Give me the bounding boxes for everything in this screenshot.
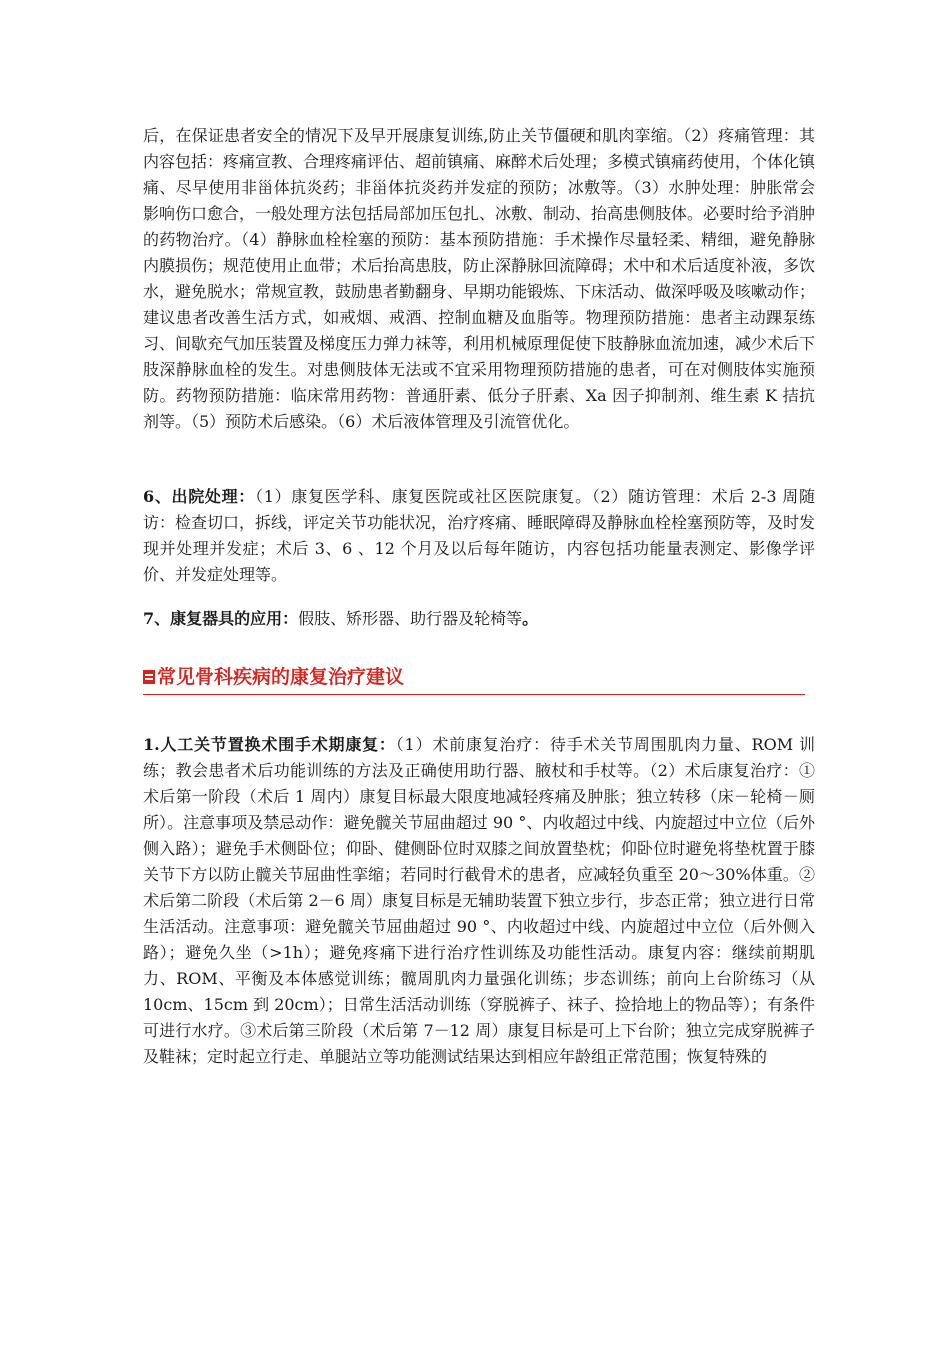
paragraph-perioperative-management (143, 123, 815, 435)
item-end-rehab-devices: 。 (522, 609, 539, 628)
section-heading-text: 常见骨科疾病的康复治疗建议 (157, 666, 405, 688)
item-title-rehab-devices: 7、康复器具的应用： (143, 609, 299, 628)
paragraph-text: 后，在保证患者安全的情况下及早开展康复训练,防止关节僵硬和肌肉挛缩。（2）疼痛管理：其内容包括：疼痛宣教、合理疼痛评估、超前镇痛、麻醉术后处理；多模式镇痛药使用，个体化镇痛、尽早使用非甾体抗炎药；非甾体抗炎药并发症的预防；冰敷等。（3）水肿处理：肿胀常会影响伤口愈合，一般处理方法包括局部加压包扎、冰敷、制动、抬高患侧肢体。必要时给予消肿的药物治疗。（4）静脉血栓栓塞的预防：基本预防措施：手术操作尽量轻柔、精细，避免静脉内膜损伤；规范使用止血带；术后抬高患肢，防止深静脉回流障碍；术中和术后适度补液，多饮水，避免脱水；常规宣教，鼓励患者勤翻身、早期功能锻炼、下床活动、做深呼吸及咳嗽动作；建议患者改善生活方式，如戒烟、戒酒、控制血糖及血脂等。物理预防措施：患者主动踝泵练习、间歇充气加压装置及梯度压力弹力袜等，利用机械原理促使下肢静脉血流加速，减少术后下肢深静脉血栓的发生。对患侧肢体无法或不宜采用物理预防措施的患者，可在对侧肢体实施预防。药物预防措施：临床常用药物：普通肝素、低分子肝素、Xa 因子抑制剂、维生素 K 拮抗剂等。（5）预防术后感染。（6）术后液体管理及引流管优化。 (143, 126, 816, 431)
paragraph-rehab-devices (143, 606, 815, 632)
item-title-joint-replacement: 1.人工关节置换术围手术期康复： (143, 735, 396, 754)
item-title-discharge: 6、出院处理： (143, 487, 256, 506)
paragraph-discharge (143, 484, 815, 588)
list-box-icon (143, 670, 155, 684)
paragraph-joint-replacement (143, 732, 815, 1070)
item-body-discharge: （1）康复医学科、康复医院或社区医院康复。（2）随访管理：术后 2-3 周随访：检查切口，拆线，评定关节功能状况，治疗疼痛、睡眠障碍及静脉血栓栓塞预防等，及时发现并处理并发症；术后 3、6 、12 个月及以后每年随访，内容包括功能量表测定、影像学评价、并发症处理等。 (143, 487, 816, 584)
item-body-joint-replacement: （1）术前康复治疗：待手术关节周围肌肉力量、ROM 训练；教会患者术后功能训练的方法及正确使用助行器、腋杖和手杖等。（2）术后康复治疗：①术后第一阶段（术后 1 周内）康复目标最大限度地减轻疼痛及肿胀；独立转移（床－轮椅－厕所）。注意事项及禁忌动作：避免髋关节屈曲超过 90 °、内收超过中线、内旋超过中立位（后外侧入路）；避免手术侧卧位；仰卧、健侧卧位时双膝之间放置垫枕；仰卧位时避免将垫枕置于膝关节下方以防止髋关节屈曲性挛缩；若同时行截骨术的患者，应减轻负重至 20～30%体重。②术后第二阶段（术后第 2－6 周）康复目标是无辅助装置下独立步行，步态正常；独立进行日常生活活动。注意事项：避免髋关节屈曲超过 90 °、内收超过中线、内旋超过中立位（后外侧入路）；避免久坐（>1h）；避免疼痛下进行治疗性训练及功能性活动。康复内容：继续前期肌力、ROM、平衡及本体感觉训练；髋周肌肉力量强化训练；步态训练；前向上台阶练习（从 10cm、15cm 到 20cm）；日常生活活动训练（穿脱裤子、袜子、捡拾地上的物品等）；有条件可进行水疗。③术后第三阶段（术后第 7－12 周）康复目标是可上下台阶；独立完成穿脱裤子及鞋袜；定时起立行走、单腿站立等功能测试结果达到相应年龄组正常范围；恢复特殊的 (143, 735, 815, 1066)
section-heading (143, 664, 815, 690)
section-divider (143, 694, 805, 695)
item-body-rehab-devices: 假肢、矫形器、助行器及轮椅等 (298, 609, 523, 628)
